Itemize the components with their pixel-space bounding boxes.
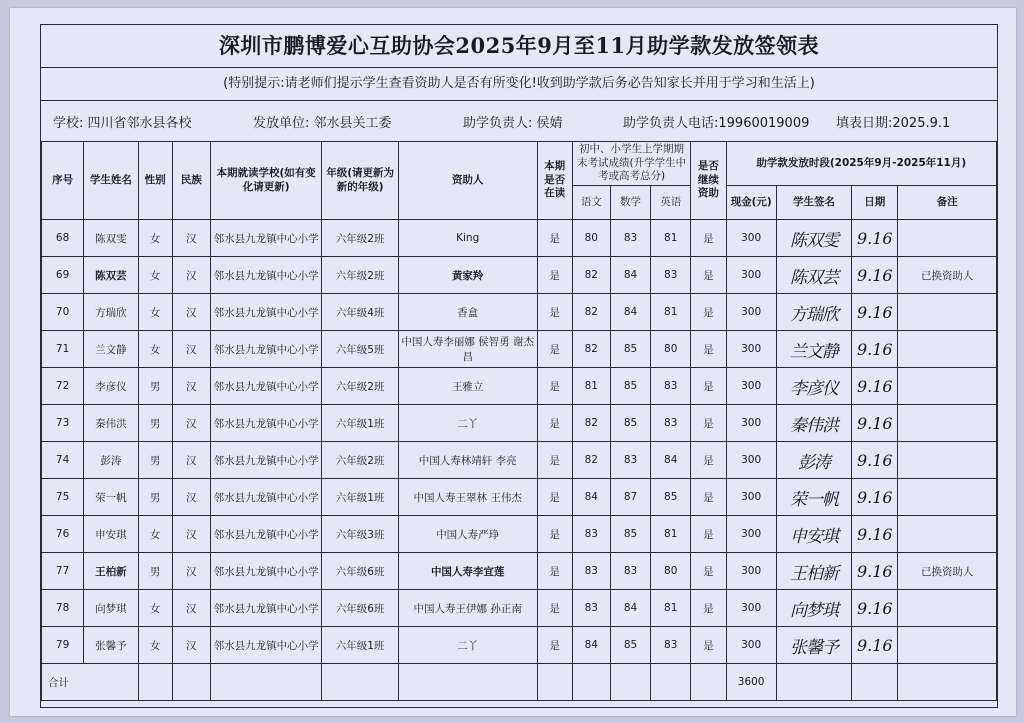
seq-cell: 69	[42, 257, 84, 294]
table-row	[42, 479, 997, 516]
header-scores: 初中、小学生上学期期末考试成绩(升学学生中考或高考总分)	[572, 142, 691, 186]
chinese-score-cell: 82	[572, 294, 610, 331]
remark-cell	[898, 405, 997, 442]
remark-cell	[898, 331, 997, 368]
header-signature: 学生签名	[776, 186, 851, 220]
continue-cell: 是	[691, 220, 726, 257]
student-name-cell: 王柏新	[84, 553, 138, 590]
english-score-cell: 84	[651, 442, 691, 479]
empty-cell	[322, 664, 398, 701]
sponsor-cell: 二丫	[398, 405, 537, 442]
english-score-cell: 81	[651, 294, 691, 331]
english-score-cell: 83	[651, 257, 691, 294]
date-cell: 9.16	[852, 442, 898, 479]
ethnic-cell: 汉	[172, 368, 210, 405]
math-score-cell: 85	[610, 368, 650, 405]
signature-cell: 陈双雯	[776, 220, 851, 257]
grade-cell: 六年级2班	[322, 368, 398, 405]
empty-cell	[138, 664, 172, 701]
date-cell: 9.16	[852, 331, 898, 368]
ethnic-cell: 汉	[172, 331, 210, 368]
date-cell: 9.16	[852, 405, 898, 442]
date-cell: 9.16	[852, 257, 898, 294]
cash-cell: 300	[726, 220, 776, 257]
enrolled-cell: 是	[537, 442, 572, 479]
enrolled-cell: 是	[537, 257, 572, 294]
gender-cell: 男	[138, 479, 172, 516]
chinese-score-cell: 82	[572, 405, 610, 442]
student-name-cell: 张馨予	[84, 627, 138, 664]
empty-cell	[776, 664, 851, 701]
student-name-cell: 陈双芸	[84, 257, 138, 294]
sponsor-cell: 中国人寿李宜莲	[398, 553, 537, 590]
table-row	[42, 220, 997, 257]
header-remark: 备注	[898, 186, 997, 220]
remark-cell	[898, 368, 997, 405]
enrolled-cell: 是	[537, 331, 572, 368]
remark-cell: 已换资助人	[898, 553, 997, 590]
grade-cell: 六年级1班	[322, 627, 398, 664]
math-score-cell: 85	[610, 405, 650, 442]
header-sponsor: 资助人	[398, 142, 537, 220]
header-seq: 序号	[42, 142, 84, 220]
english-score-cell: 80	[651, 331, 691, 368]
signature-cell: 方瑞欣	[776, 294, 851, 331]
grade-cell: 六年级6班	[322, 553, 398, 590]
sponsor-cell: 中国人寿林靖轩 李亮	[398, 442, 537, 479]
ethnic-cell: 汉	[172, 220, 210, 257]
continue-cell: 是	[691, 627, 726, 664]
signature-cell: 陈双芸	[776, 257, 851, 294]
chinese-score-cell: 82	[572, 331, 610, 368]
header-gender: 性别	[138, 142, 172, 220]
date-cell: 9.16	[852, 516, 898, 553]
header-continue: 是否继续资助	[691, 142, 726, 220]
ethnic-cell: 汉	[172, 257, 210, 294]
sponsor-cell: 王雅立	[398, 368, 537, 405]
english-score-cell: 83	[651, 368, 691, 405]
seq-cell: 73	[42, 405, 84, 442]
chinese-score-cell: 82	[572, 442, 610, 479]
remark-cell	[898, 442, 997, 479]
header-ethnic: 民族	[172, 142, 210, 220]
continue-cell: 是	[691, 479, 726, 516]
empty-cell	[610, 664, 650, 701]
school-cell: 邻水县九龙镇中心小学	[210, 627, 322, 664]
grade-cell: 六年级2班	[322, 220, 398, 257]
remark-cell	[898, 516, 997, 553]
ethnic-cell: 汉	[172, 516, 210, 553]
enrolled-cell: 是	[537, 479, 572, 516]
table-row	[42, 442, 997, 479]
gender-cell: 男	[138, 405, 172, 442]
table-row	[42, 331, 997, 368]
school-cell: 邻水县九龙镇中心小学	[210, 590, 322, 627]
english-score-cell: 85	[651, 479, 691, 516]
ethnic-cell: 汉	[172, 294, 210, 331]
table-row	[42, 516, 997, 553]
empty-cell	[852, 664, 898, 701]
student-name-cell: 荣一帆	[84, 479, 138, 516]
enrolled-cell: 是	[537, 553, 572, 590]
continue-cell: 是	[691, 442, 726, 479]
student-name-cell: 方瑞欣	[84, 294, 138, 331]
student-name-cell: 兰文静	[84, 331, 138, 368]
manager-info: 助学负责人: 侯婧	[463, 116, 563, 131]
date-cell: 9.16	[852, 294, 898, 331]
cash-cell: 300	[726, 257, 776, 294]
signature-cell: 向梦琪	[776, 590, 851, 627]
school-cell: 邻水县九龙镇中心小学	[210, 331, 322, 368]
date-cell: 9.16	[852, 220, 898, 257]
ethnic-cell: 汉	[172, 590, 210, 627]
header-grade: 年级(请更新为新的年级)	[322, 142, 398, 220]
cash-cell: 300	[726, 368, 776, 405]
grade-cell: 六年级2班	[322, 442, 398, 479]
table-row	[42, 257, 997, 294]
gender-cell: 女	[138, 257, 172, 294]
gender-cell: 女	[138, 516, 172, 553]
header-chinese: 语文	[572, 186, 610, 220]
english-score-cell: 81	[651, 590, 691, 627]
grade-cell: 六年级4班	[322, 294, 398, 331]
school-cell: 邻水县九龙镇中心小学	[210, 257, 322, 294]
student-name-cell: 陈双雯	[84, 220, 138, 257]
gender-cell: 女	[138, 294, 172, 331]
table-row	[42, 553, 997, 590]
gender-cell: 女	[138, 220, 172, 257]
form-frame	[40, 24, 998, 708]
chinese-score-cell: 82	[572, 257, 610, 294]
header-row-1	[42, 142, 997, 186]
document-sheet	[10, 8, 1016, 716]
school-cell: 邻水县九龙镇中心小学	[210, 553, 322, 590]
seq-cell: 76	[42, 516, 84, 553]
ethnic-cell: 汉	[172, 479, 210, 516]
cash-cell: 300	[726, 516, 776, 553]
empty-cell	[210, 664, 322, 701]
enrolled-cell: 是	[537, 405, 572, 442]
cash-cell: 300	[726, 553, 776, 590]
cash-cell: 300	[726, 479, 776, 516]
fill-date-info: 填表日期:2025.9.1	[836, 116, 951, 131]
continue-cell: 是	[691, 405, 726, 442]
school-cell: 邻水县九龙镇中心小学	[210, 368, 322, 405]
seq-cell: 77	[42, 553, 84, 590]
cash-cell: 300	[726, 590, 776, 627]
seq-cell: 74	[42, 442, 84, 479]
gender-cell: 女	[138, 627, 172, 664]
header-period: 助学款发放时段(2025年9月-2025年11月)	[726, 142, 996, 186]
header-enrolled: 本期是否在读	[537, 142, 572, 220]
math-score-cell: 84	[610, 294, 650, 331]
gender-cell: 男	[138, 368, 172, 405]
date-cell: 9.16	[852, 590, 898, 627]
gender-cell: 女	[138, 590, 172, 627]
math-score-cell: 87	[610, 479, 650, 516]
sponsor-cell: 二丫	[398, 627, 537, 664]
school-cell: 邻水县九龙镇中心小学	[210, 405, 322, 442]
chinese-score-cell: 84	[572, 479, 610, 516]
empty-cell	[398, 664, 537, 701]
seq-cell: 75	[42, 479, 84, 516]
table-row	[42, 368, 997, 405]
signature-cell: 秦伟洪	[776, 405, 851, 442]
remark-cell	[898, 220, 997, 257]
empty-cell	[572, 664, 610, 701]
empty-cell	[172, 664, 210, 701]
seq-cell: 71	[42, 331, 84, 368]
english-score-cell: 81	[651, 220, 691, 257]
sponsor-cell: 中国人寿王伊娜 孙正南	[398, 590, 537, 627]
date-cell: 9.16	[852, 627, 898, 664]
math-score-cell: 83	[610, 553, 650, 590]
grade-cell: 六年级1班	[322, 479, 398, 516]
continue-cell: 是	[691, 368, 726, 405]
signature-cell: 张馨予	[776, 627, 851, 664]
gender-cell: 男	[138, 442, 172, 479]
remark-cell: 已换资助人	[898, 257, 997, 294]
continue-cell: 是	[691, 553, 726, 590]
empty-cell	[651, 664, 691, 701]
enrolled-cell: 是	[537, 516, 572, 553]
issuing-unit-info: 发放单位: 邻水县关工委	[253, 116, 392, 131]
continue-cell: 是	[691, 516, 726, 553]
signature-cell: 王柏新	[776, 553, 851, 590]
ethnic-cell: 汉	[172, 627, 210, 664]
signature-cell: 申安琪	[776, 516, 851, 553]
ethnic-cell: 汉	[172, 553, 210, 590]
form-title: 深圳市鹏博爱心互助协会2025年9月至11月助学款发放签领表	[41, 25, 997, 68]
math-score-cell: 84	[610, 590, 650, 627]
english-score-cell: 80	[651, 553, 691, 590]
chinese-score-cell: 84	[572, 627, 610, 664]
header-cash: 现金(元)	[726, 186, 776, 220]
cash-cell: 300	[726, 442, 776, 479]
english-score-cell: 81	[651, 516, 691, 553]
table-row	[42, 627, 997, 664]
grade-cell: 六年级3班	[322, 516, 398, 553]
math-score-cell: 85	[610, 331, 650, 368]
math-score-cell: 84	[610, 257, 650, 294]
student-name-cell: 李彦仪	[84, 368, 138, 405]
seq-cell: 72	[42, 368, 84, 405]
sponsor-cell: King	[398, 220, 537, 257]
school-info: 学校: 四川省邻水县各校	[53, 116, 192, 131]
remark-cell	[898, 590, 997, 627]
student-name-cell: 向梦琪	[84, 590, 138, 627]
empty-cell	[898, 664, 997, 701]
math-score-cell: 83	[610, 442, 650, 479]
english-score-cell: 83	[651, 405, 691, 442]
grade-cell: 六年级1班	[322, 405, 398, 442]
signature-cell: 彭涛	[776, 442, 851, 479]
cash-cell: 300	[726, 294, 776, 331]
continue-cell: 是	[691, 294, 726, 331]
grade-cell: 六年级2班	[322, 257, 398, 294]
signature-cell: 李彦仪	[776, 368, 851, 405]
ethnic-cell: 汉	[172, 405, 210, 442]
school-cell: 邻水县九龙镇中心小学	[210, 294, 322, 331]
continue-cell: 是	[691, 590, 726, 627]
empty-cell	[537, 664, 572, 701]
enrolled-cell: 是	[537, 368, 572, 405]
seq-cell: 79	[42, 627, 84, 664]
signature-cell: 荣一帆	[776, 479, 851, 516]
gender-cell: 女	[138, 331, 172, 368]
sponsor-cell: 中国人寿王翠林 王伟杰	[398, 479, 537, 516]
student-name-cell: 秦伟洪	[84, 405, 138, 442]
enrolled-cell: 是	[537, 627, 572, 664]
math-score-cell: 85	[610, 627, 650, 664]
chinese-score-cell: 83	[572, 590, 610, 627]
remark-cell	[898, 627, 997, 664]
school-cell: 邻水县九龙镇中心小学	[210, 516, 322, 553]
sponsor-cell: 中国人寿严琤	[398, 516, 537, 553]
special-notice: (特别提示:请老师们提示学生查看资助人是否有所变化!收到助学款后务必告知家长并用于学习和生活上)	[41, 67, 997, 101]
cash-cell: 300	[726, 405, 776, 442]
total-row	[42, 664, 997, 701]
remark-cell	[898, 479, 997, 516]
header-date: 日期	[852, 186, 898, 220]
header-english: 英语	[651, 186, 691, 220]
info-bar	[41, 100, 997, 142]
math-score-cell: 85	[610, 516, 650, 553]
header-name: 学生姓名	[84, 142, 138, 220]
sponsor-cell: 黄家羚	[398, 257, 537, 294]
seq-cell: 78	[42, 590, 84, 627]
date-cell: 9.16	[852, 479, 898, 516]
sponsor-cell: 香盒	[398, 294, 537, 331]
chinese-score-cell: 81	[572, 368, 610, 405]
school-cell: 邻水县九龙镇中心小学	[210, 442, 322, 479]
grade-cell: 六年级6班	[322, 590, 398, 627]
remark-cell	[898, 294, 997, 331]
chinese-score-cell: 83	[572, 553, 610, 590]
date-cell: 9.16	[852, 553, 898, 590]
manager-phone-info: 助学负责人电话:19960019009	[623, 116, 810, 131]
signature-cell: 兰文静	[776, 331, 851, 368]
student-name-cell: 申安琪	[84, 516, 138, 553]
school-cell: 邻水县九龙镇中心小学	[210, 220, 322, 257]
total-cash: 3600	[726, 664, 776, 701]
gender-cell: 男	[138, 553, 172, 590]
header-school: 本期就读学校(如有变化请更新)	[210, 142, 322, 220]
cash-cell: 300	[726, 331, 776, 368]
table-row	[42, 590, 997, 627]
math-score-cell: 83	[610, 220, 650, 257]
continue-cell: 是	[691, 257, 726, 294]
table-row	[42, 294, 997, 331]
date-cell: 9.16	[852, 368, 898, 405]
student-name-cell: 彭涛	[84, 442, 138, 479]
english-score-cell: 83	[651, 627, 691, 664]
header-math: 数学	[610, 186, 650, 220]
enrolled-cell: 是	[537, 220, 572, 257]
enrolled-cell: 是	[537, 590, 572, 627]
chinese-score-cell: 83	[572, 516, 610, 553]
table-row	[42, 405, 997, 442]
continue-cell: 是	[691, 331, 726, 368]
disbursement-table	[41, 141, 997, 701]
ethnic-cell: 汉	[172, 442, 210, 479]
seq-cell: 70	[42, 294, 84, 331]
cash-cell: 300	[726, 627, 776, 664]
total-label: 合计	[42, 664, 139, 701]
seq-cell: 68	[42, 220, 84, 257]
sponsor-cell: 中国人寿李丽娜 侯智勇 谢杰昌	[398, 331, 537, 368]
chinese-score-cell: 80	[572, 220, 610, 257]
grade-cell: 六年级5班	[322, 331, 398, 368]
empty-cell	[691, 664, 726, 701]
enrolled-cell: 是	[537, 294, 572, 331]
school-cell: 邻水县九龙镇中心小学	[210, 479, 322, 516]
